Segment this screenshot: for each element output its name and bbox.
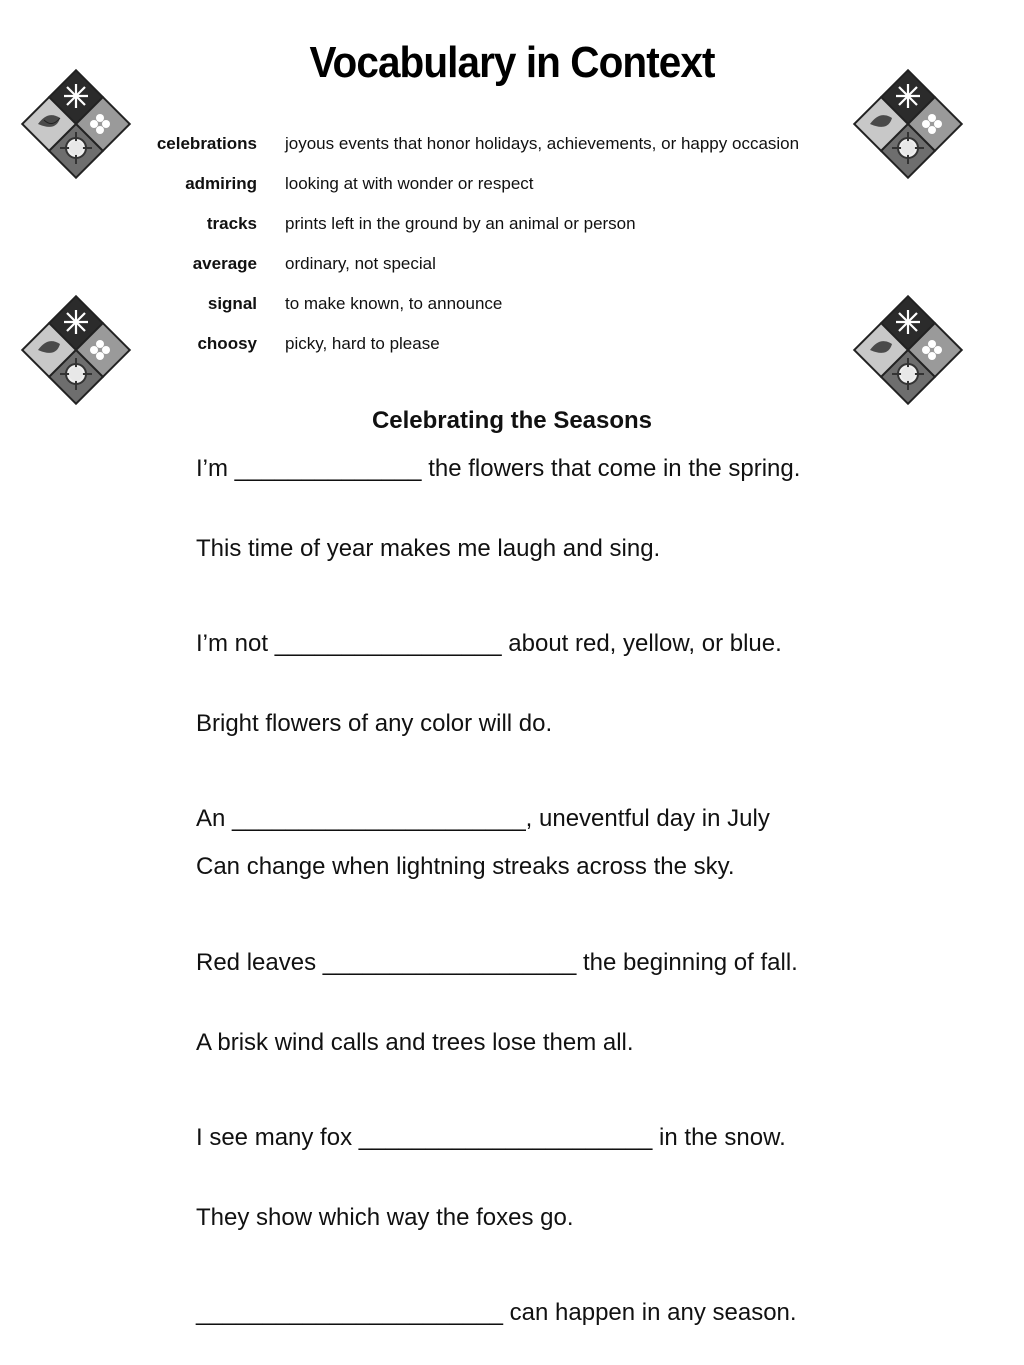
vocab-word: tracks [206, 214, 257, 233]
vocab-definition: looking at with wonder or respect [285, 174, 534, 193]
vocab-word: admiring [185, 174, 257, 193]
vocab-row [0, 134, 1024, 158]
poem-line: _______________________ can happen in any season. [196, 1299, 797, 1326]
poem-line: Bright flowers of any color will do. [196, 710, 553, 737]
poem-line: Can change when lightning streaks across the sky. [196, 853, 735, 880]
vocab-definition: joyous events that honor holidays, achievements, or happy occasion [285, 134, 800, 153]
vocab-definition: ordinary, not special [285, 254, 436, 273]
vocab-row [0, 254, 1024, 278]
poem-line: I’m ______________ the flowers that come in the spring. [196, 455, 801, 482]
poem-title: Celebrating the Seasons [371, 407, 653, 434]
page-title: Vocabulary in Context [309, 38, 715, 87]
vocab-word: signal [207, 294, 257, 313]
poem-line: Red leaves ___________________ the beginning of fall. [196, 949, 798, 976]
vocab-row [0, 334, 1024, 358]
vocab-definition: picky, hard to please [285, 334, 440, 353]
vocab-row [0, 174, 1024, 198]
poem-line: An ______________________, uneventful day in July [196, 805, 770, 832]
poem-line: I see many fox ______________________ in the snow. [196, 1124, 786, 1151]
vocab-word: choosy [197, 334, 257, 353]
poem-line: I’m not _________________ about red, yellow, or blue. [196, 630, 782, 657]
vocab-word: average [192, 254, 257, 273]
vocab-definition: prints left in the ground by an animal or person [285, 214, 636, 233]
poem-line: This time of year makes me laugh and sing. [196, 535, 661, 562]
vocab-row [0, 214, 1024, 238]
poem-line: A brisk wind calls and trees lose them all. [196, 1029, 634, 1056]
vocab-word: celebrations [156, 134, 257, 153]
vocab-definition: to make known, to announce [285, 294, 503, 313]
vocab-row [0, 294, 1024, 318]
poem-line: They show which way the foxes go. [196, 1204, 574, 1231]
